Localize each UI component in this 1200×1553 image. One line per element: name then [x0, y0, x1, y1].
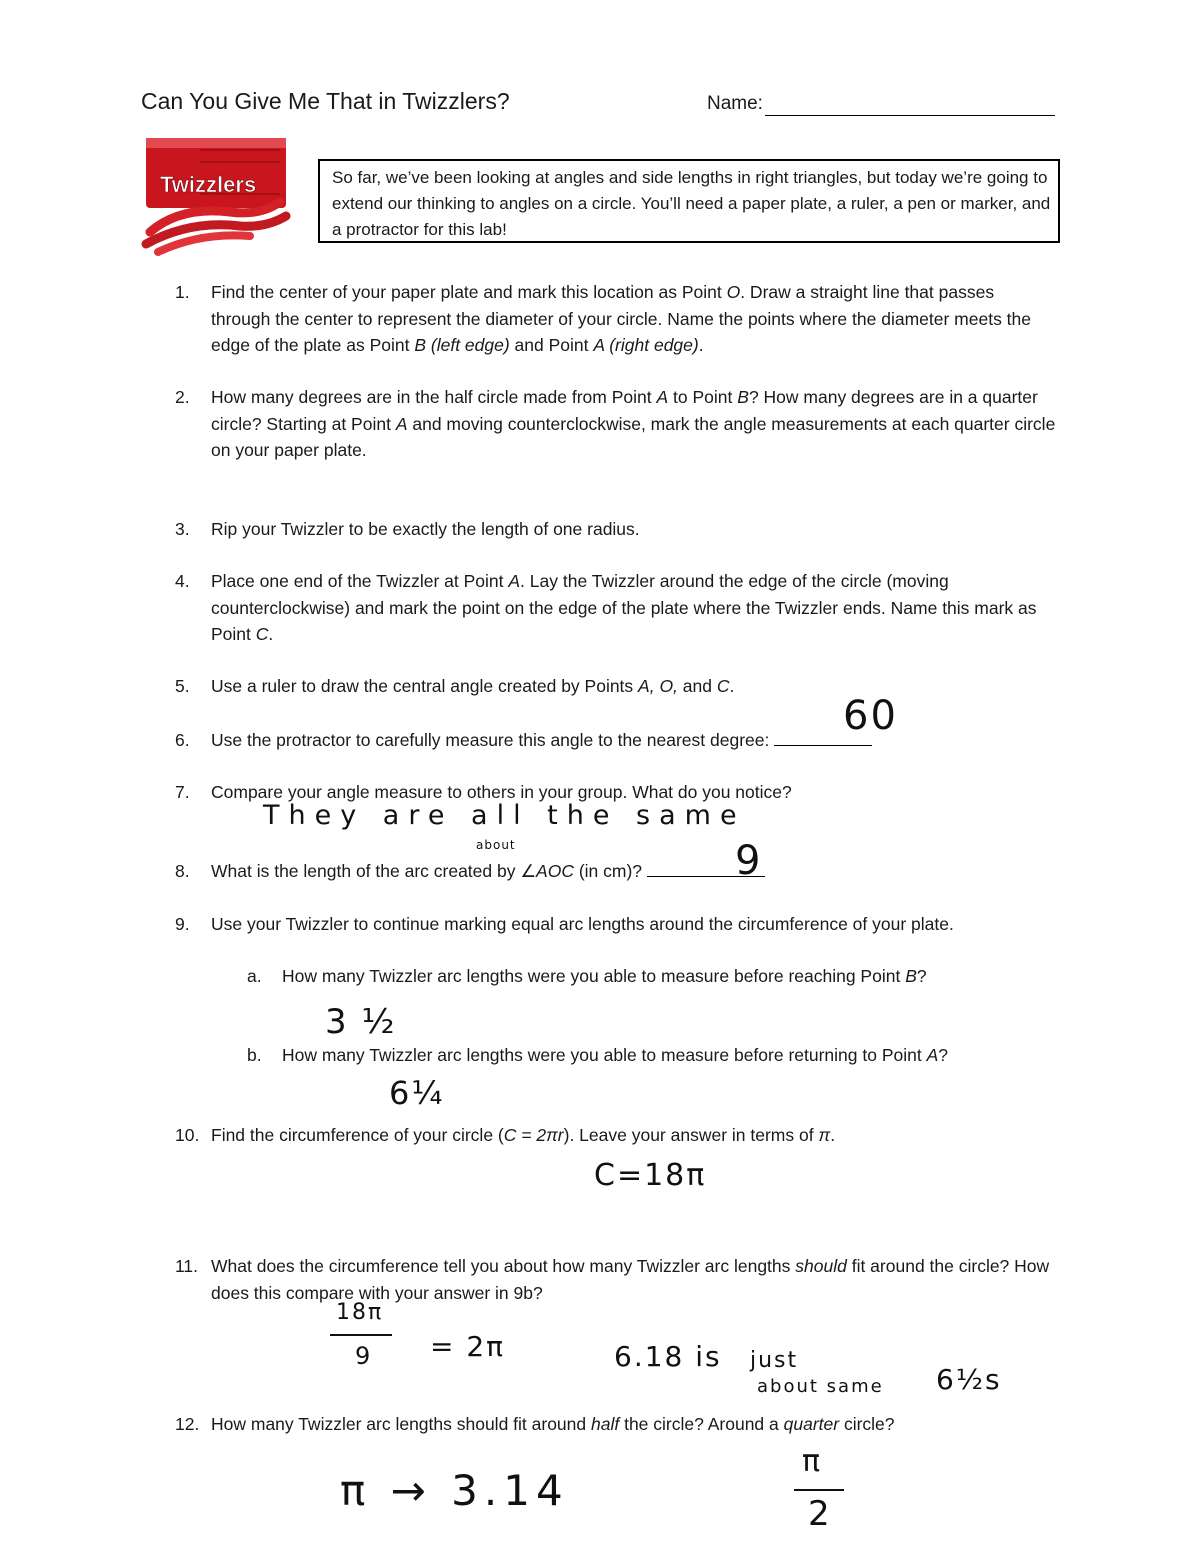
handwritten-answer-9a: 3 ½ [325, 1002, 397, 1042]
handwritten-equals-11: = 2π [430, 1330, 506, 1363]
page-title: Can You Give Me That in Twizzlers? [141, 88, 510, 114]
question-number: 12. [175, 1414, 200, 1434]
question-number: 9. [175, 914, 190, 934]
name-field-line[interactable] [765, 115, 1055, 116]
name-label: Name: [707, 93, 763, 114]
question-number: 8. [175, 861, 190, 881]
handwritten-text-11a: 6.18 is [614, 1340, 722, 1373]
question-number: 11. [175, 1256, 199, 1276]
handwritten-fraction-numerator-12: π [802, 1444, 823, 1479]
handwritten-answer-8: 9 [735, 838, 763, 884]
question-number: 3. [175, 519, 190, 539]
handwritten-text-11c: about same [757, 1376, 884, 1397]
handwritten-note-7: about [476, 838, 516, 852]
handwritten-answer-12-half: π → 3.14 [340, 1466, 569, 1515]
intro-instructions-box: So far, we’ve been looking at angles and side lengths in right triangles, but today we’re going to extend our thinking to angles on a circle. You’ll need a paper plate, a ruler, a pen or marker, and a protractor for this lab! [318, 159, 1060, 243]
question-number: 5. [175, 676, 190, 696]
logo-brand-text: Twizzlers [160, 172, 257, 197]
question-number: 10. [175, 1125, 200, 1145]
handwritten-answer-7: They are all the same [263, 800, 746, 831]
handwritten-text-11b: just [750, 1348, 799, 1373]
twizzlers-logo-image [140, 136, 292, 256]
question-number: 7. [175, 782, 190, 802]
answer-blank-6[interactable] [774, 744, 872, 746]
handwritten-answer-6: 60 [843, 693, 898, 739]
question-number: 2. [175, 387, 190, 407]
handwritten-answer-9b: 6¼ [389, 1074, 445, 1112]
question-number: 6. [175, 730, 190, 750]
handwritten-fraction-denominator-11: 9 [355, 1342, 373, 1370]
question-number: 4. [175, 571, 190, 591]
handwritten-fraction-denominator-12: 2 [808, 1494, 832, 1534]
handwritten-answer-10: C=18π [594, 1158, 707, 1193]
handwritten-text-11d: 6½s [936, 1363, 1002, 1396]
question-number: 1. [175, 282, 190, 302]
handwritten-fraction-bar-12 [794, 1489, 844, 1491]
handwritten-fraction-bar-11 [330, 1334, 392, 1336]
handwritten-fraction-numerator-11: 18π [336, 1300, 384, 1325]
